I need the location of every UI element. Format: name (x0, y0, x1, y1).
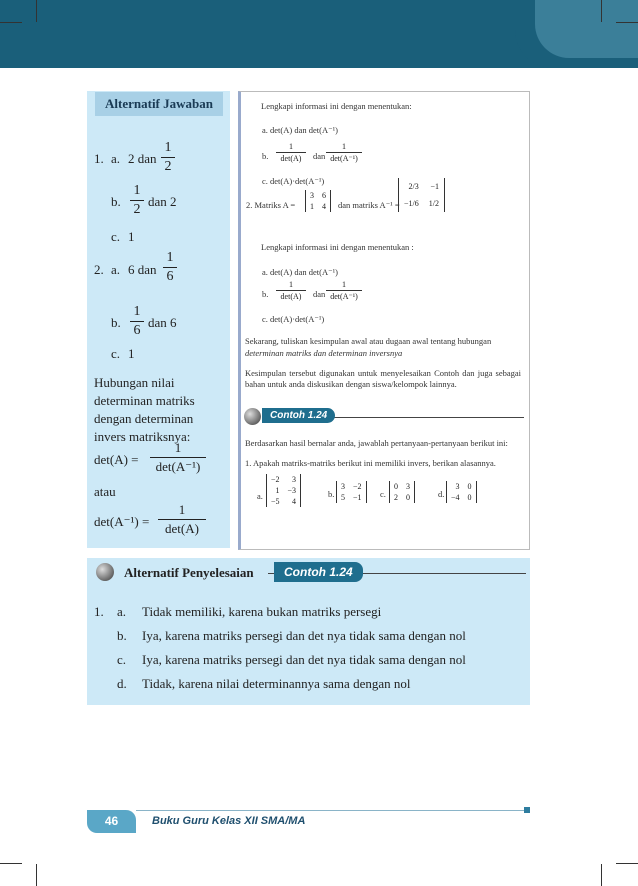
conclusion-prompt-italic: determinan matriks dan determinan inversnya (245, 348, 403, 358)
question-invers: 1. Apakah matriks-matriks berikut ini memiliki invers, berikan alasannya. (245, 458, 496, 468)
crop-mark (601, 864, 602, 886)
sidebar-title: Alternatif Jawaban (95, 92, 223, 116)
conclusion-prompt: Sekarang, tuliskan kesimpulan awal atau dugaan awal tentang hubungan (245, 336, 492, 346)
sidebar-item-1b-label: b. (111, 194, 121, 209)
q1-item-c: c. det(A)·det(A⁻¹) (262, 176, 325, 186)
contoh-tag: Contoh 1.24 (262, 408, 335, 423)
sidebar-relation-line-4: invers matriksnya: (94, 429, 191, 444)
crop-mark (0, 863, 22, 864)
sidebar-item-2b-fraction: 1 6 (130, 304, 144, 339)
q2-b-fraction-1: 1 det(A) (276, 280, 306, 301)
instruction-1: Lengkapi informasi ini dengan menentukan: (261, 101, 412, 111)
q2-matrix-a-inverse: 2/3 −1 −1/6 1/2 (398, 178, 445, 212)
crop-mark (616, 863, 638, 864)
sidebar-item-2b-label: b. (111, 315, 121, 330)
q2-matrix-a: 3 6 1 4 (305, 190, 331, 212)
formula-2-fraction: 1 det(A) (158, 502, 206, 537)
answer-d-label: d. (117, 676, 127, 691)
sidebar-item-1b-fraction: 1 2 (130, 183, 144, 218)
sidebar-relation-line-2: determinan matriks (94, 393, 195, 408)
q2-item-a: a. det(A) dan det(A⁻¹) (262, 267, 338, 277)
sidebar-atau: atau (94, 484, 116, 499)
sidebar-item-2a-text: 6 dan (128, 262, 157, 277)
berdasarkan-text: Berdasarkan hasil bernalar anda, jawablah pertanyaan-pertanyaan berikut ini: (245, 438, 508, 448)
q1-item-b-dan: dan (313, 151, 326, 161)
sidebar-item-1a-text: 2 dan (128, 151, 157, 166)
sidebar-item-2c-label: c. (111, 346, 121, 361)
q2-b-fraction-2: 1 det(A⁻¹) (326, 280, 362, 301)
q2-item-b-label: b. (262, 289, 269, 299)
answer-a-text: Tidak memiliki, karena bukan matriks persegi (142, 604, 382, 619)
crop-mark (36, 864, 37, 886)
matrix-b: 3 −2 5 −1 (336, 481, 367, 503)
q1-b-fraction-1: 1 det(A) (276, 142, 306, 163)
ball-icon (96, 563, 114, 581)
footer-rule (136, 810, 526, 811)
sidebar-item-1b-text: dan 2 (148, 194, 177, 209)
sidebar-relation-line-3: dengan determinan (94, 411, 194, 426)
page-number: 46 (87, 810, 136, 833)
answer-c-label: c. (117, 652, 127, 667)
q2-item-c: c. det(A)·det(A⁻¹) (262, 314, 325, 324)
matrix-a: −2 3 1 −3 −5 4 (266, 474, 301, 507)
answer-a-label: a. (117, 604, 127, 619)
sidebar-item-1a-label: a. (111, 151, 121, 166)
sidebar-item-2b-text: dan 6 (148, 315, 177, 330)
book-title: Buku Guru Kelas XII SMA/MA (152, 815, 306, 827)
sidebar-item-1c-value: 1 (128, 229, 135, 244)
footer-square (524, 807, 530, 813)
answer-d-text: Tidak, karena nilai determinannya sama dengan nol (142, 676, 411, 691)
sidebar-item-2-num: 2. (94, 262, 104, 277)
matrix-b-label: b. (328, 489, 335, 499)
conclusion-usage: Kesimpulan tersebut digunakan untuk menyelesaikan Contoh dan juga sebagai bahan untuk anda diskusikan dengan siswa/kelompok lainnya. (245, 368, 521, 389)
header-band-accent (535, 0, 638, 58)
solution-num: 1. (94, 604, 104, 619)
solution-title: Alternatif Penyelesaian (124, 565, 254, 580)
q1-item-b-label: b. (262, 151, 269, 161)
sidebar-item-2c-value: 1 (128, 346, 135, 361)
formula-2-lhs: det(A⁻¹) = (94, 514, 150, 529)
matrix-d: 3 0 −4 0 (446, 481, 477, 503)
q2-matrix-label: 2. Matriks A = (246, 200, 296, 210)
formula-1-lhs: det(A) = (94, 452, 139, 467)
q1-item-a: a. det(A) dan det(A⁻¹) (262, 125, 338, 135)
answer-c-text: Iya, karena matriks persegi dan det nya tidak sama dengan nol (142, 652, 466, 667)
matrix-a-label: a. (257, 491, 263, 501)
answer-b-text: Iya, karena matriks persegi dan det nya tidak sama dengan nol (142, 628, 466, 643)
matrix-c-label: c. (380, 489, 386, 499)
formula-1-fraction: 1 det(A⁻¹) (150, 440, 206, 475)
ball-icon (244, 408, 261, 425)
sidebar-item-1c-label: c. (111, 229, 121, 244)
matrix-d-label: d. (438, 489, 445, 499)
crop-mark (601, 0, 602, 22)
instruction-2: Lengkapi informasi ini dengan menentukan : (261, 242, 414, 252)
sidebar-item-2a-fraction: 1 6 (163, 250, 177, 285)
crop-mark (0, 22, 22, 23)
q2-dan-matriks-label: dan matriks A⁻¹ = (338, 200, 400, 210)
sidebar-item-1-num: 1. (94, 151, 104, 166)
answer-b-label: b. (117, 628, 127, 643)
solution-contoh-tag: Contoh 1.24 (274, 562, 363, 582)
q1-b-fraction-2: 1 det(A⁻¹) (326, 142, 362, 163)
sidebar-item-2a-label: a. (111, 262, 121, 277)
sidebar-relation-line-1: Hubungan nilai (94, 375, 175, 390)
matrix-c: 0 3 2 0 (389, 481, 415, 503)
crop-mark (36, 0, 37, 22)
crop-mark (616, 22, 638, 23)
sidebar-item-1a-fraction: 1 2 (161, 140, 175, 175)
q2-item-b-dan: dan (313, 289, 326, 299)
